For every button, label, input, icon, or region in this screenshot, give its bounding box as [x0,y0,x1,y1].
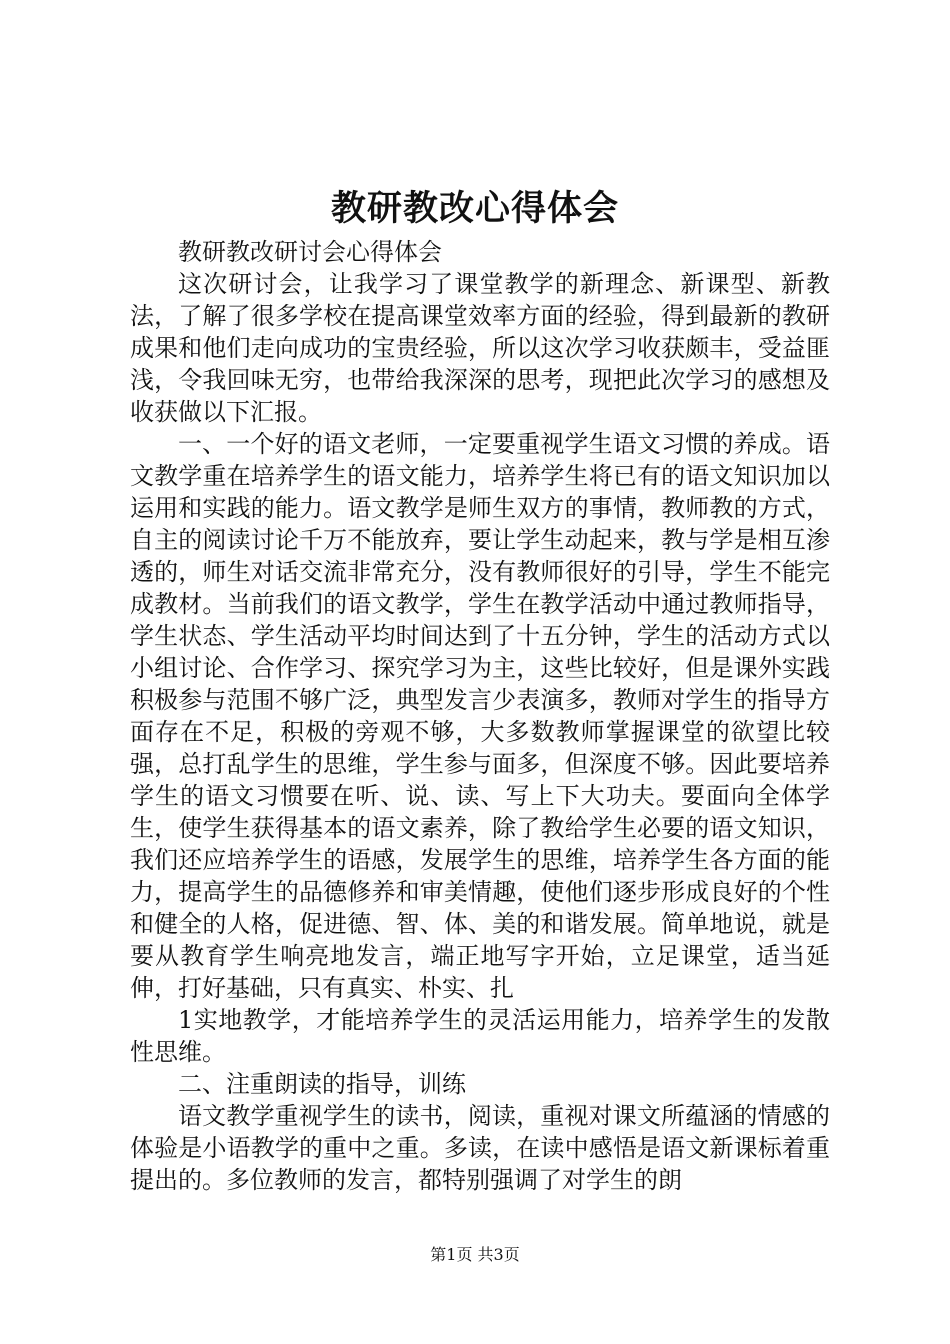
section-one-continuation-paragraph: 1实地教学，才能培养学生的灵活运用能力，培养学生的发散性思维。 [130,1006,830,1066]
document-body [130,236,830,1196]
section-two-heading: 二、注重朗读的指导，训练 [178,1070,466,1098]
intro-paragraph: 这次研讨会，让我学习了课堂教学的新理念、新课型、新教法，了解了很多学校在提高课堂效率方面的经验，得到最新的教研成果和他们走向成功的宝贵经验，所以这次学习收获颇丰，受益匪浅，令我回味无穷，也带给我深深的思考，现把此次学习的感想及收获做以下汇报。 [130,270,830,426]
page-footer: 第1页 共3页 [430,1245,520,1264]
section-two-paragraph: 语文教学重视学生的读书，阅读，重视对课文所蕴涵的情感的体验是小语教学的重中之重。多读，在读中感悟是语文新课标着重提出的。多位教师的发言，都特别强调了对学生的朗 [130,1102,830,1194]
subtitle-paragraph: 教研教改研讨会心得体会 [178,238,442,266]
document-title: 教研教改心得体会 [330,188,619,229]
section-one-paragraph: 一、一个好的语文老师，一定要重视学生语文习惯的养成。语文教学重在培养学生的语文能力，培养学生将已有的语文知识加以运用和实践的能力。语文教学是师生双方的事情，教师教的方式，自主的阅读讨论千万不能放弃，要让学生动起来，教与学是相互渗透的，师生对话交流非常充分，没有教师很好的引导，学生不能完成教材。当前我们的语文教学，学生在教学活动中通过教师指导，学生状态、学生活动平均时间达到了十五分钟，学生的活动方式以小组讨论、合作学习、探究学习为主，这些比较好，但是课外实践积极参与范围不够广泛，典型发言少表演多，教师对学生的指导方面存在不足，积极的旁观不够，大多数教师掌握课堂的欲望比较强，总打乱学生的思维，学生参与面多，但深度不够。因此要培养学生的语文习惯要在听、说、读、写上下大功夫。要面向全体学生，使学生获得基本的语文素养，除了教给学生必要的语文知识，我们还应培养学生的语感，发展学生的思维，培养学生各方面的能力，提高学生的品德修养和审美情趣，使他们逐步形成良好的个性和健全的人格，促进德、智、体、美的和谐发展。简单地说，就是要从教育学生响亮地发言，端正地写字开始，立足课堂，适当延伸，打好基础，只有真实、朴实、扎 [130,430,830,1002]
